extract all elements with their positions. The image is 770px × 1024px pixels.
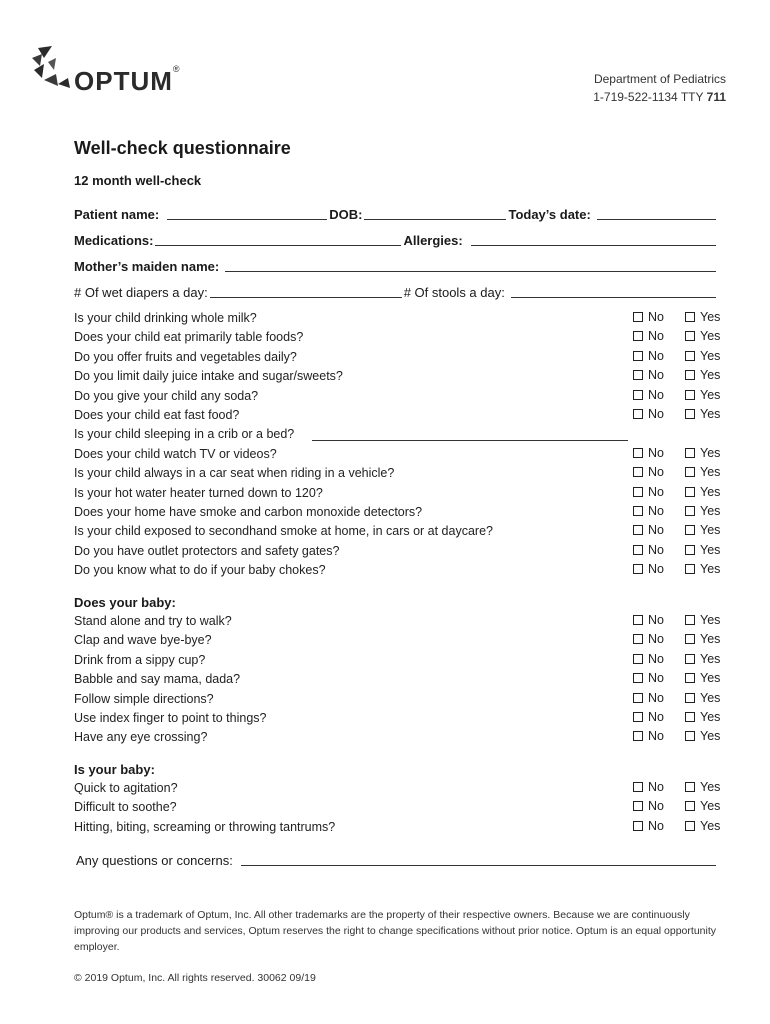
no-checkbox[interactable] [633,654,643,664]
no-label: No [648,329,664,344]
question-text: Babble and say mama, dada? [74,672,241,687]
no-checkbox[interactable] [633,312,643,322]
yes-label: Yes [700,632,721,647]
yes-option[interactable] [685,504,720,518]
department-info [593,70,726,106]
diapers-row [74,280,718,300]
wet-diapers-field[interactable] [210,285,402,298]
stools-field[interactable] [511,285,716,298]
no-option[interactable] [633,671,664,685]
no-option[interactable] [633,819,664,833]
no-checkbox[interactable] [633,467,643,477]
no-label: No [648,799,664,814]
yes-checkbox[interactable] [685,801,695,811]
question-text: Follow simple directions? [74,691,214,706]
yes-checkbox[interactable] [685,409,695,419]
copyright-notice: © 2019 Optum, Inc. All rights reserved. 30062 09/19 [74,972,316,984]
no-checkbox[interactable] [633,693,643,703]
no-label: No [648,671,664,686]
yes-checkbox[interactable] [685,821,695,831]
no-option[interactable] [633,562,664,576]
yes-label: Yes [700,710,721,724]
no-checkbox[interactable] [633,615,643,625]
question-text: Use index finger to point to things? [74,711,267,725]
no-checkbox[interactable] [633,634,643,644]
todays-date-field[interactable] [597,207,716,220]
brand-name: OPTUM [74,66,173,96]
yes-option[interactable] [685,523,720,537]
no-label: No [648,407,664,421]
yes-label: Yes [700,729,721,744]
question-text: Is your child exposed to secondhand smoke at home, in cars or at daycare? [74,524,493,539]
no-label: No [648,562,664,577]
no-label: No [648,348,664,363]
phone-number: 1-719-522-1134 TTY [593,90,704,104]
yes-checkbox[interactable] [685,370,695,380]
yes-checkbox[interactable] [685,331,695,341]
yes-label: Yes [700,329,721,344]
no-checkbox[interactable] [633,673,643,683]
no-checkbox[interactable] [633,487,643,497]
yes-label: Yes [700,799,721,814]
no-option[interactable] [633,632,664,646]
no-label: No [648,613,664,627]
no-checkbox[interactable] [633,390,643,400]
question-text: Does your child watch TV or videos? [74,446,277,461]
phone-line [593,88,726,106]
yes-option[interactable] [685,465,720,479]
no-checkbox[interactable] [633,351,643,361]
yes-label: Yes [700,407,721,421]
yes-option[interactable] [685,310,720,324]
yes-label: Yes [700,671,721,686]
yes-checkbox[interactable] [685,693,695,703]
no-label: No [648,504,664,518]
question-text: Do you give your child any soda? [74,388,259,403]
dob-label: DOB: [329,207,363,222]
trademark-notice: Optum® is a trademark of Optum, Inc. All other trademarks are the property of their respective owners. Because we are continuously improving our products and services, Optum reserves the right to change specifications without prior notice. Optum is an equal opportunity employer. [74,909,716,953]
yes-label: Yes [700,613,721,627]
no-label: No [648,310,664,324]
question-text: Do you offer fruits and vegetables daily? [74,349,297,364]
no-option[interactable] [633,710,664,724]
page-subtitle: 12 month well-check [74,173,202,188]
question-text: Do you limit daily juice intake and sugar/sweets? [74,369,343,384]
no-label: No [648,542,664,557]
no-checkbox[interactable] [633,525,643,535]
no-label: No [648,780,664,794]
answer-field[interactable] [312,431,628,441]
yes-label: Yes [700,504,721,518]
medications-field[interactable] [155,233,401,246]
no-option[interactable] [633,780,664,794]
optum-logo-mark-icon [30,44,74,90]
yes-option[interactable] [685,729,720,743]
stools-label: # Of stools a day: [403,285,505,300]
todays-date-label: Today’s date: [508,207,591,222]
no-option[interactable] [633,310,664,324]
yes-option[interactable] [685,691,720,705]
no-checkbox[interactable] [633,564,643,574]
no-label: No [648,729,664,744]
question-text: Have any eye crossing? [74,730,208,745]
no-checkbox[interactable] [633,448,643,458]
no-option[interactable] [633,504,664,518]
yes-option[interactable] [685,543,720,557]
no-label: No [648,690,664,705]
yes-option[interactable] [685,652,720,666]
baby-does-heading: Does your baby: [74,595,176,610]
yes-option[interactable] [685,671,720,685]
yes-label: Yes [700,818,721,833]
yes-option[interactable] [685,799,720,813]
no-label: No [648,523,664,538]
no-checkbox[interactable] [633,545,643,555]
no-option[interactable] [633,329,664,343]
yes-label: Yes [700,690,721,705]
no-checkbox[interactable] [633,821,643,831]
question-text: Hitting, biting, screaming or throwing tantrums? [74,819,336,834]
no-option[interactable] [633,349,664,363]
no-label: No [648,651,664,666]
dob-field[interactable] [364,207,506,220]
department-name: Department of Pediatrics [593,72,726,86]
no-label: No [648,387,664,402]
question-text: Drink from a sippy cup? [74,652,206,667]
allergies-field[interactable] [471,233,716,246]
question-text: Stand alone and try to walk? [74,614,232,628]
tty-number: 711 [706,90,726,104]
yes-label: Yes [700,562,721,577]
yes-option[interactable] [685,407,720,421]
yes-option[interactable] [685,485,720,499]
no-option[interactable] [633,465,664,479]
registered-mark: ® [172,64,181,74]
yes-option[interactable] [685,388,720,402]
no-checkbox[interactable] [633,801,643,811]
yes-checkbox[interactable] [685,564,695,574]
wet-diapers-label: # Of wet diapers a day: [74,285,208,300]
maiden-name-field[interactable] [225,259,716,272]
no-checkbox[interactable] [633,409,643,419]
page-title: Well-check questionnaire [74,138,291,158]
yes-option[interactable] [685,446,720,460]
yes-checkbox[interactable] [685,654,695,664]
yes-label: Yes [700,348,721,363]
maiden-name-row [74,254,718,274]
yes-label: Yes [700,523,721,538]
concerns-label: Any questions or concerns: [76,853,233,868]
yes-option[interactable] [685,819,720,833]
yes-checkbox[interactable] [685,351,695,361]
question-text: Do you know what to do if your baby chokes? [74,563,326,578]
no-option[interactable] [633,543,664,557]
yes-label: Yes [700,310,721,324]
yes-option[interactable] [685,368,720,382]
no-option[interactable] [633,691,664,705]
medications-label: Medications: [74,233,154,248]
optum-logo [30,44,190,94]
no-label: No [648,368,664,383]
yes-checkbox[interactable] [685,390,695,400]
question-text: Is your hot water heater turned down to 120? [74,485,323,500]
yes-label: Yes [700,780,721,794]
question-text: Quick to agitation? [74,781,178,795]
no-checkbox[interactable] [633,506,643,516]
no-label: No [648,484,664,499]
yes-checkbox[interactable] [685,506,695,516]
yes-checkbox[interactable] [685,448,695,458]
no-checkbox[interactable] [633,370,643,380]
yes-label: Yes [700,368,721,383]
yes-checkbox[interactable] [685,673,695,683]
question-text: Does your child eat primarily table foods? [74,330,304,345]
yes-checkbox[interactable] [685,312,695,322]
medications-row [74,228,718,248]
no-checkbox[interactable] [633,712,643,722]
concerns-row [76,848,718,868]
no-checkbox[interactable] [633,782,643,792]
no-option[interactable] [633,652,664,666]
yes-label: Yes [700,465,721,480]
no-option[interactable] [633,485,664,499]
yes-label: Yes [700,387,721,402]
yes-label: Yes [700,542,721,557]
yes-label: Yes [700,651,721,666]
patient-name-field[interactable] [167,207,327,220]
no-label: No [648,445,664,460]
yes-checkbox[interactable] [685,782,695,792]
no-label: No [648,632,664,647]
yes-label: Yes [700,445,721,460]
no-option[interactable] [633,523,664,537]
yes-checkbox[interactable] [685,712,695,722]
yes-checkbox[interactable] [685,634,695,644]
yes-option[interactable] [685,632,720,646]
question-text: Difficult to soothe? [74,800,177,815]
concerns-field[interactable] [241,853,716,866]
yes-option[interactable] [685,780,720,794]
no-checkbox[interactable] [633,331,643,341]
question-text: Clap and wave bye-bye? [74,633,212,648]
maiden-name-label: Mother’s maiden name: [74,259,220,274]
yes-label: Yes [700,484,721,499]
patient-name-label: Patient name: [74,207,160,222]
question-text: Does your child eat fast food? [74,408,240,422]
yes-checkbox[interactable] [685,525,695,535]
no-option[interactable] [633,446,664,460]
no-checkbox[interactable] [633,731,643,741]
question-text: Is your child always in a car seat when riding in a vehicle? [74,466,395,481]
no-option[interactable] [633,388,664,402]
no-option[interactable] [633,407,664,421]
no-option[interactable] [633,729,664,743]
yes-option[interactable] [685,349,720,363]
no-label: No [648,710,664,724]
yes-option[interactable] [685,613,720,627]
question-text: Is your child drinking whole milk? [74,311,257,325]
yes-option[interactable] [685,710,720,724]
baby-is-heading: Is your baby: [74,762,155,777]
no-label: No [648,818,664,833]
yes-checkbox[interactable] [685,467,695,477]
allergies-label: Allergies: [403,233,463,248]
question-text: Do you have outlet protectors and safety gates? [74,543,340,558]
no-option[interactable] [633,613,664,627]
yes-checkbox[interactable] [685,545,695,555]
question-text: Does your home have smoke and carbon monoxide detectors? [74,505,423,519]
no-option[interactable] [633,368,664,382]
yes-option[interactable] [685,329,720,343]
question-text: Is your child sleeping in a crib or a bed? [74,427,295,442]
yes-checkbox[interactable] [685,731,695,741]
yes-checkbox[interactable] [685,615,695,625]
yes-option[interactable] [685,562,720,576]
patient-info-row [74,202,718,222]
no-option[interactable] [633,799,664,813]
yes-checkbox[interactable] [685,487,695,497]
no-label: No [648,465,664,480]
